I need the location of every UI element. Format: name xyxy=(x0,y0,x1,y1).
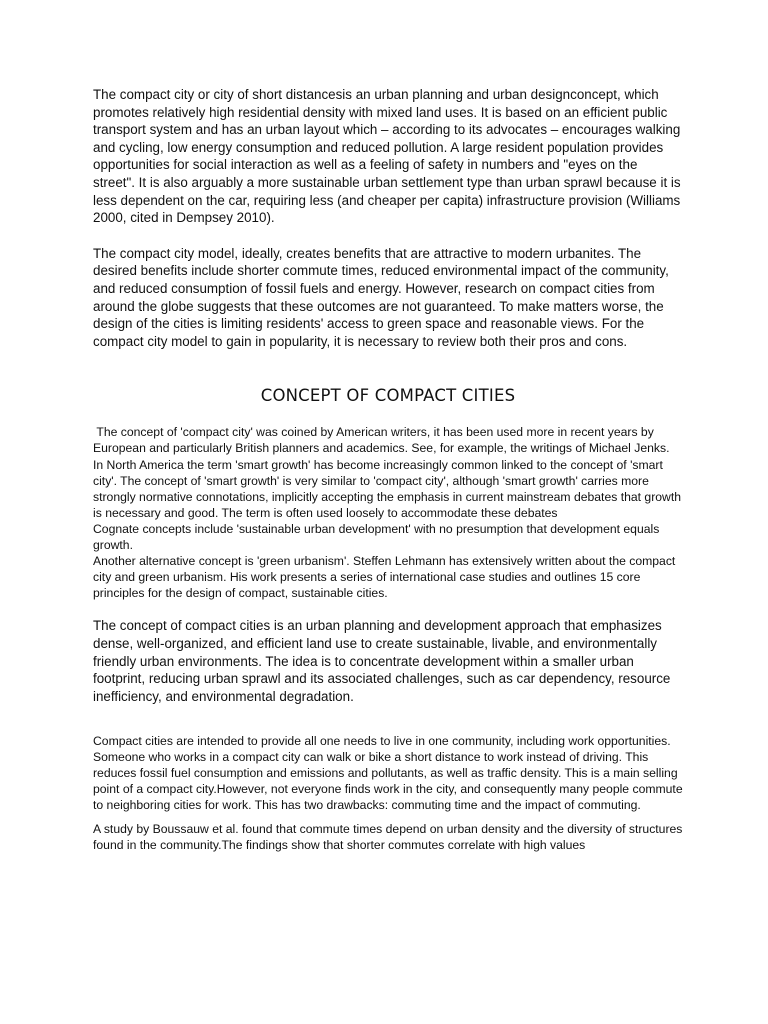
study-paragraph: A study by Boussauw et al. found that commute times depend on urban density and the diversity of structures found in the community.The findings show that shorter commutes correlate with high values xyxy=(93,822,683,853)
compact-cities-paragraph: Compact cities are intended to provide all one needs to live in one community, including work opportunities. Someone who works in a compact city can walk or bike a short distance to work instead of driving. This reduces fossil fuel consumption and emissions and pollutants, as well as traffic density. This is a main selling point of a compact city.However, not everyone finds work in the city, and consequently many people commute to neighboring cities for work. This has two drawbacks: commuting time and the impact of commuting. xyxy=(93,734,683,813)
intro-paragraph-1: The compact city or city of short distancesis an urban planning and urban designconcept, which promotes relatively high residential density with mixed land uses. It is based on an efficient public transport system and has an urban layout which – according to its advocates – encourages walking and cycling, low energy consumption and reduced pollution. A large resident population provides opportunities for social interaction as well as a feeling of safety in numbers and "eyes on the street". It is also arguably a more sustainable urban settlement type than urban sprawl because it is less dependent on the car, requiring less (and cheaper per capita) infrastructure provision (Williams 2000, cited in Dempsey 2010). xyxy=(93,87,681,226)
section-heading: CONCEPT OF COMPACT CITIES xyxy=(260,386,516,406)
intro-paragraph-2: The compact city model, ideally, creates benefits that are attractive to modern urbanites. The desired benefits include shorter commute times, reduced environmental impact of the community, and reduced consumption of fossil fuels and energy. However, research on compact cities from around the globe suggests that these outcomes are not guaranteed. To make matters worse, the design of the cities is limiting residents' access to green space and reasonable views. For the compact city model to gain in popularity, it is necessary to review both their pros and cons. xyxy=(93,245,669,349)
concept-note-1: The concept of 'compact city' was coined by American writers, it has been used more in recent years by European and particularly British planners and academics. See, for example, the writings of Michael Jenks. xyxy=(93,425,670,456)
concept-notes xyxy=(93,424,683,601)
concept-note-3: Cognate concepts include 'sustainable urban development' with no presumption that development equals growth. xyxy=(93,521,660,552)
concept-note-2: In North America the term 'smart growth' has become increasingly common linked to the concept of 'smart city'. The concept of 'smart growth' is very similar to 'compact city', although 'smart growth' carries more strongly normative connotations, implicitly accepting the emphasis in current mainstream debates that growth is necessary and good. The term is often used loosely to accommodate these debates xyxy=(93,457,681,520)
concept-summary-paragraph: The concept of compact cities is an urban planning and development approach that emphasizes dense, well-organized, and efficient land use to create sustainable, livable, and environmentally friendly urban environments. The idea is to concentrate development within a smaller urban footprint, reducing urban sprawl and its associated challenges, such as car dependency, resource inefficiency, and environmental degradation. xyxy=(93,618,671,704)
concept-note-4: Another alternative concept is 'green urbanism'. Steffen Lehmann has extensively written about the compact city and green urbanism. His work presents a series of international case studies and outlines 15 core principles for the design of compact, sustainable cities. xyxy=(93,554,676,601)
document-page xyxy=(93,86,683,853)
